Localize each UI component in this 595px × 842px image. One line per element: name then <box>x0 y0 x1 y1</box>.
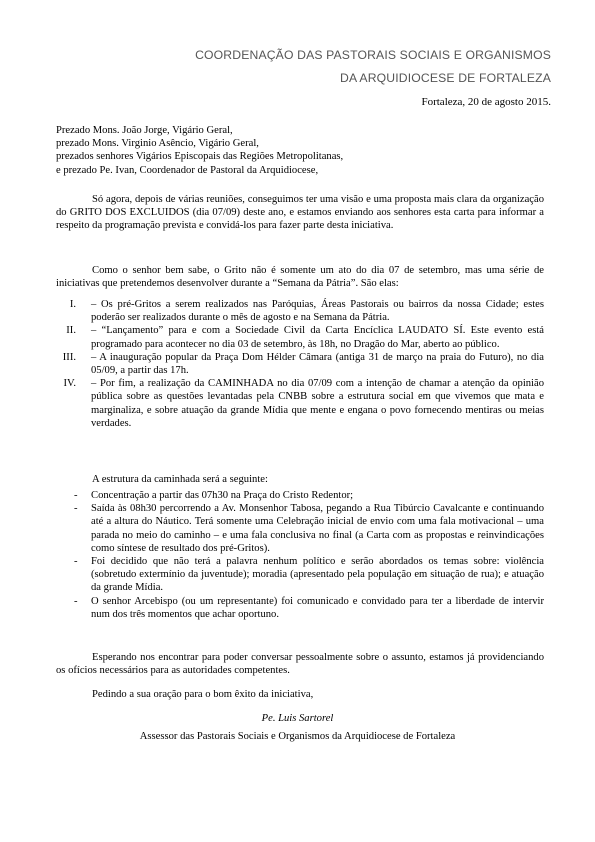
list-item <box>56 298 544 324</box>
list-item <box>56 489 544 502</box>
letter-date: Fortaleza, 20 de agosto 2015. <box>421 96 551 108</box>
grito-paragraph: Como o senhor bem sabe, o Grito não é somente um ato do dia 07 de setembro, mas uma série de iniciativas que pretendemos desenvolver durante a “Semana da Pátria”. São elas: <box>56 265 544 290</box>
list-bullet: - <box>74 503 78 515</box>
addressee-line: Prezado Mons. João Jorge, Vigário Geral, <box>56 125 233 136</box>
list-item-text: – A inauguração popular da Praça Dom Hélder Câmara (antiga 31 de março na praia do Futuro), no dia 05/09, a partir das 17h. <box>91 351 544 377</box>
letterhead-line-2: DA ARQUIDIOCESE DE FORTALEZA <box>340 71 551 85</box>
structure-list <box>56 489 544 621</box>
list-item <box>56 324 544 350</box>
signature-title: Assessor das Pastorais Sociais e Organismos da Arquidiocese de Fortaleza <box>139 731 456 742</box>
list-item-text: – Os pré-Gritos a serem realizados nas Paróquias, Áreas Pastorais ou bairros da nossa Cidade; estes poderão ser realizados durante o mês de agosto e na Semana da Pátria. <box>91 299 544 324</box>
list-item-text: O senhor Arcebispo (ou um representante) foi comunicado e convidado para ter a liberdade de intervir num dos três momentos que achar oportuno. <box>91 595 544 620</box>
list-item <box>56 377 544 430</box>
addressee-line: e prezado Pe. Ivan, Coordenador de Pastoral da Arquidiocese, <box>56 164 319 176</box>
list-number: II. <box>66 325 76 337</box>
list-item <box>56 555 544 595</box>
list-bullet: - <box>74 556 78 568</box>
list-number: I. <box>69 299 76 310</box>
addressee-line: prezado Mons. Virginio Asêncio, Vigário Geral, <box>56 138 259 150</box>
addressee-block <box>56 124 544 177</box>
meeting-paragraph: Esperando nos encontrar para poder conversar pessoalmente sobre o assunto, estamos já providenciando os ofícios necessários para as autoridades competentes. <box>56 652 544 677</box>
list-item <box>56 351 544 377</box>
list-number: IV. <box>63 378 76 390</box>
structure-intro: A estrutura da caminhada será a seguinte: <box>92 474 268 485</box>
closing-line: Pedindo a sua oração para o bom êxito da iniciativa, <box>92 689 314 700</box>
list-item <box>56 502 544 555</box>
letterhead-line-1: COORDENAÇÃO DAS PASTORAIS SOCIAIS E ORGANISMOS <box>195 48 551 62</box>
list-item <box>56 595 544 621</box>
addressee-line: prezados senhores Vigários Episcopais das Regiões Metropolitanas, <box>56 151 344 163</box>
initiatives-list <box>56 298 544 430</box>
list-item-text: Saída às 08h30 percorrendo a Av. Monsenhor Tabosa, pegando a Rua Tibúrcio Cavalcante e continuando até a altura do Náutico. Terá somente uma Celebração inicial de envio com uma fala motivacional – uma parada no meio do caminho – e uma fala conclusiva no final (a Carta com as propostas e reinvindicações como síntese de resultado dos pré-Gritos). <box>91 503 544 554</box>
list-item-text: – Por fim, a realização da CAMINHADA no dia 07/09 com a intenção de chamar a atenção da opinião pública sobre as questões levantadas pela CNBB sobre a estrutura social em que vivemos que mata e marginaliza, e sobre atuação da grande Mídia que mente e engana o povo fornecendo mentiras ou meias verdades. <box>91 378 544 429</box>
list-bullet: - <box>74 490 78 501</box>
list-item-text: Concentração a partir das 07h30 na Praça do Cristo Redentor; <box>91 490 354 501</box>
list-number: III. <box>62 351 76 363</box>
list-bullet: - <box>74 595 78 607</box>
intro-paragraph: Só agora, depois de várias reuniões, conseguimos ter uma visão e uma proposta mais clara da organização do GRITO DOS EXCLUIDOS (dia 07/09) deste ano, e estamos enviando aos senhores esta carta para informar a respeito da programação prevista e convidá-los para fazer parte desta iniciativa. <box>56 194 544 232</box>
signature-name: Pe. Luis Sartorel <box>261 713 334 724</box>
list-item-text: Foi decidido que não terá a palavra nenhum político e serão abordados os temas sobre: violência (sobretudo extermínio da juventude); moradia (apresentado pela população em situação de rua); e atuação da grande Mídia. <box>91 556 544 594</box>
list-item-text: – “Lançamento” para e com a Sociedade Civil da Carta Encíclica LAUDATO SÍ. Este evento está programado para acontecer no dia 03 de setembro, às 18h, no Dragão do Mar, aberto ao público. <box>91 325 544 350</box>
